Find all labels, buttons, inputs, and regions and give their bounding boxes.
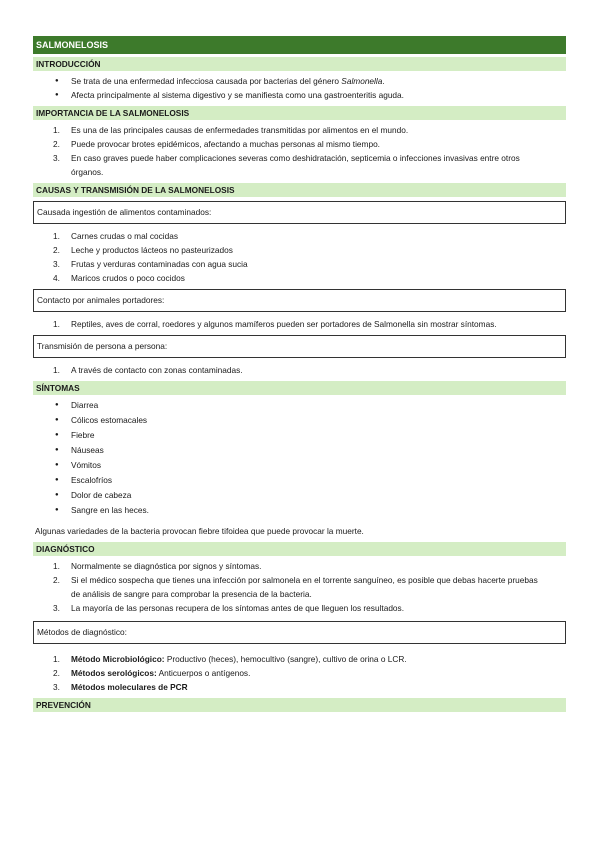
list-item: 2. Métodos serológicos: Anticuerpos o antígenos.: [53, 668, 251, 678]
causas-box-ingestion: Causada ingestión de alimentos contaminados:: [33, 201, 566, 224]
list-item: 2. Leche y productos lácteos no pasteurizados: [53, 245, 233, 255]
section-heading-sintomas: SÍNTOMAS: [33, 381, 566, 395]
causas-list-persona: [33, 363, 566, 377]
intro-item-emphasis: Salmonella: [341, 76, 383, 86]
section-heading-diagnostico: DIAGNÓSTICO: [33, 542, 566, 556]
intro-item-text: Se trata de una enfermedad infecciosa causada por bacterias del género: [71, 76, 342, 86]
list-item: [71, 74, 566, 88]
list-item: ● Fiebre: [71, 428, 566, 443]
list-item: 1. Método Microbiológico: Productivo (heces), hemocultivo (sangre), cultivo de orina o LCR.: [53, 654, 407, 664]
diagnostico-box-metodos: Métodos de diagnóstico:: [33, 621, 566, 644]
list-item: 1. A través de contacto con zonas contaminadas.: [53, 365, 243, 375]
list-item: ● Escalofríos: [71, 473, 566, 488]
list-item: 4. Maricos crudos o poco cocidos: [53, 273, 185, 283]
list-item: ● Náuseas: [71, 443, 566, 458]
list-item: 1. Carnes crudas o mal cocidas: [53, 231, 178, 241]
list-item: 2. Puede provocar brotes epidémicos, afectando a muchas personas al mismo tiempo.: [53, 139, 380, 149]
list-item: ● Afecta principalmente al sistema digestivo y se manifiesta como una gastroenteritis aguda.: [71, 88, 566, 102]
section-heading-introduccion: INTRODUCCIÓN: [33, 57, 566, 71]
list-item: 3. En caso graves puede haber complicaciones severas como deshidratación, septicemia o infecciones invasivas entre otros órganos.: [53, 153, 520, 177]
causas-box-persona: Transmisión de persona a persona:: [33, 335, 566, 358]
list-item: 3. Frutas y verduras contaminadas con agua sucia: [53, 259, 248, 269]
section-heading-causas: CAUSAS Y TRANSMISIÓN DE LA SALMONELOSIS: [33, 183, 566, 197]
list-item: 3. Métodos moleculares de PCR: [53, 682, 188, 692]
list-item: ● Diarrea: [71, 398, 566, 413]
section-heading-prevencion: PREVENCIÓN: [33, 698, 566, 712]
sintomas-note: Algunas variedades de la bacteria provocan fiebre tifoidea que puede provocar la muerte.: [35, 526, 364, 536]
document-title: SALMONELOSIS: [33, 36, 566, 54]
importancia-list: [33, 123, 566, 179]
section-heading-importancia: IMPORTANCIA DE LA SALMONELOSIS: [33, 106, 566, 120]
intro-list: [33, 74, 566, 102]
list-item: 1. Es una de las principales causas de enfermedades transmitidas por alimentos en el mundo.: [53, 125, 409, 135]
causas-list-animales: [33, 317, 566, 331]
document-page: [33, 36, 566, 715]
causas-box-animales: Contacto por animales portadores:: [33, 289, 566, 312]
list-item: 1. Normalmente se diagnóstica por signos y síntomas.: [53, 561, 262, 571]
intro-item-punct: .: [382, 76, 385, 86]
diagnostico-list: [33, 559, 566, 615]
causas-list-alimentos: [33, 229, 566, 285]
metodos-list: [33, 652, 566, 694]
list-item: 1. Reptiles, aves de corral, roedores y algunos mamíferos pueden ser portadores de Salmonella sin mostrar síntomas.: [53, 319, 497, 329]
list-item: ● Dolor de cabeza: [71, 488, 566, 503]
list-item: ● Cólicos estomacales: [71, 413, 566, 428]
list-item: 3. La mayoría de las personas recupera de los síntomas antes de que lleguen los resultados.: [53, 603, 404, 613]
list-item: ● Sangre en las heces.: [71, 503, 566, 518]
list-item: 2. Si el médico sospecha que tienes una infección por salmonela en el torrente sanguíneo, es posible que debas hacerte pruebas de análisis de sangre para comprobar la presencia de la bacteria.: [53, 575, 538, 599]
list-item: ● Vómitos: [71, 458, 566, 473]
sintomas-list: [33, 398, 566, 518]
